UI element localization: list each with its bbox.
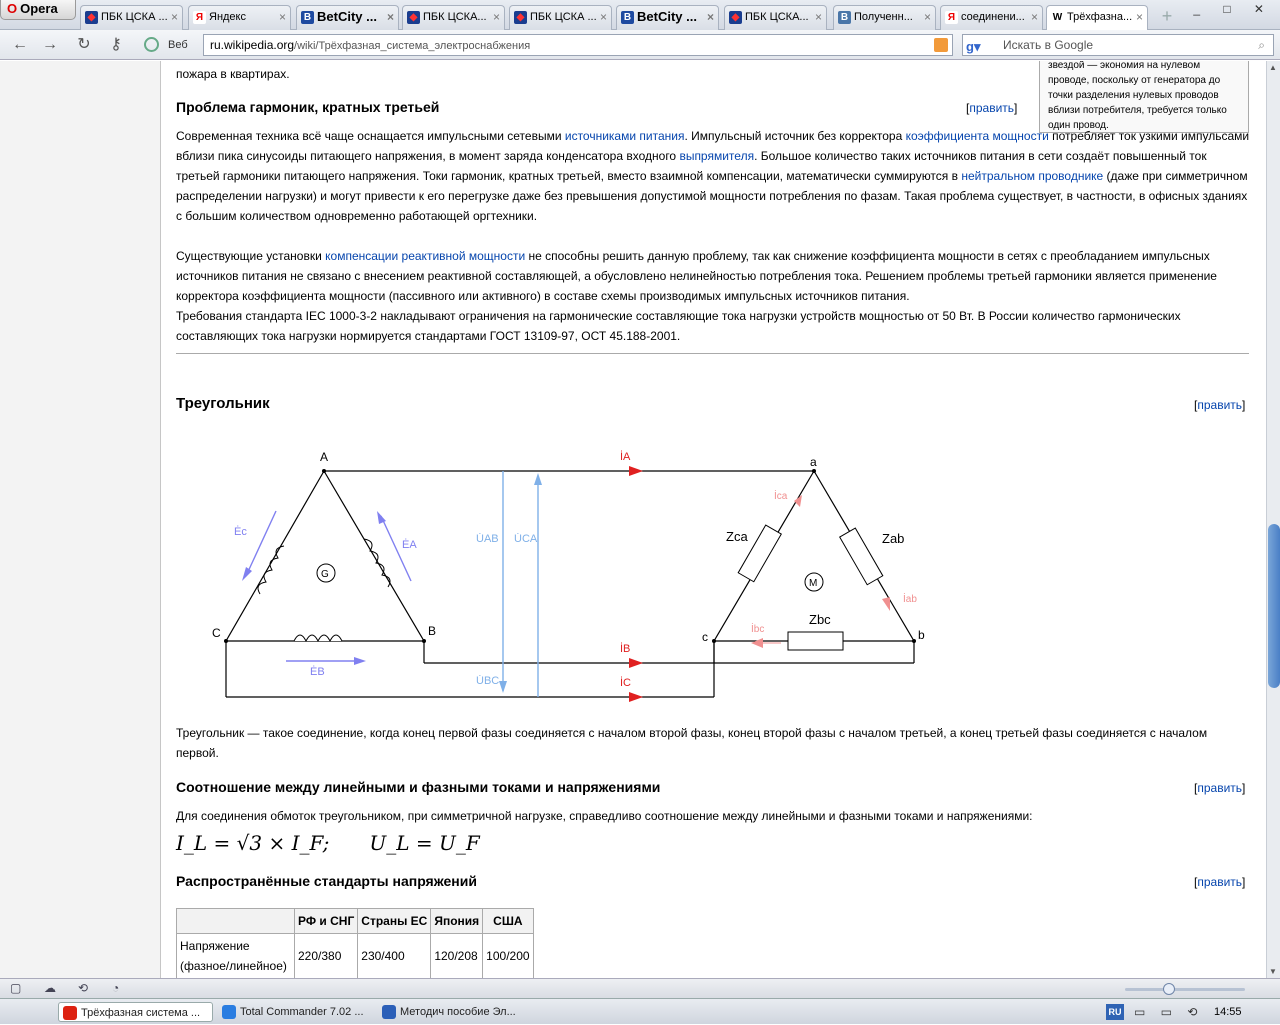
current-label-ca: İca — [774, 491, 788, 502]
node-label-B: B — [428, 624, 437, 638]
cska-icon: ◆ — [407, 11, 420, 24]
edit-link-harmonics[interactable]: [править] — [966, 101, 1018, 115]
tab-label: BetCity ... — [637, 9, 697, 24]
table-header: Страны ЕС — [358, 909, 431, 934]
tab-label: ПБК ЦСКА... — [423, 11, 487, 23]
close-tab-icon[interactable]: × — [599, 10, 607, 24]
table-header: Япония — [431, 909, 483, 934]
wiki-link[interactable]: коэффициента мощности — [905, 129, 1049, 143]
taskbar-item-label: Трёхфазная система ... — [81, 1007, 201, 1019]
text-run: потребляет ток узкими импульсами вблизи пика синусоиды питающего напряжения, в момент заряда конденсатора входного — [176, 129, 1250, 163]
section-heading-triangle: Треугольник — [176, 395, 270, 412]
new-tab-button[interactable]: + — [1161, 6, 1173, 26]
node-label-c: c — [702, 630, 708, 644]
text-run: Современная техника всё чаще оснащается импульсными сетевыми — [176, 129, 565, 143]
close-tab-icon[interactable]: × — [1135, 10, 1143, 24]
current-label-b: İB — [620, 643, 631, 655]
taskbar-item[interactable] — [218, 1002, 373, 1022]
opera-logo-icon: O — [7, 1, 18, 16]
zoom-slider-knob[interactable] — [1163, 983, 1175, 995]
coil-b — [294, 635, 342, 641]
node-label-b: b — [918, 628, 925, 642]
edit-link-standards[interactable]: [править] — [1194, 875, 1246, 889]
scroll-up-icon[interactable]: ▲ — [1269, 63, 1277, 72]
close-tab-icon[interactable]: × — [278, 10, 286, 24]
sidebar — [0, 61, 161, 978]
edit-link-triangle[interactable]: [править] — [1194, 398, 1246, 412]
resistor-zbc — [788, 632, 843, 650]
section-heading-relation: Соотношение между линейными и фазными токами и напряжениями — [176, 779, 661, 795]
table-cell: Напряжение (фазное/линейное) — [177, 934, 295, 979]
infobox-note: звездой — экономия на нулевом проводе, поскольку от генератора до точки разделения нулевых проводов вблизи потребителя, требуется только один провод. — [1039, 61, 1249, 133]
tab-6[interactable] — [616, 5, 719, 30]
generator-label: G — [321, 569, 329, 580]
section-heading-standards: Распространённые стандарты напряжений — [176, 873, 477, 889]
cska-icon: ◆ — [729, 11, 742, 24]
back-icon[interactable]: ← — [12, 36, 28, 53]
start-apple-icon[interactable] — [14, 1003, 32, 1021]
current-label-ab: İab — [903, 594, 917, 605]
web-button[interactable] — [140, 34, 200, 56]
key-icon[interactable]: ⚷ — [110, 36, 122, 53]
zab-label: Zab — [882, 531, 905, 546]
section-divider — [176, 353, 1249, 354]
text-run: не способны решить данную проблему, так как снижение коэффициента мощности в сетях с преобладанием импульсных источников питания не связано с внесением реактивной составляющей, а обусловлено нелинейностью потребления тока. Решением проблемы третьей гармоники является применение корректора коэффициента мощности (пассивного или активного) в составе схемы производимых импульсных источников питания. — [176, 249, 1217, 303]
resistor-zab — [840, 528, 883, 585]
betcity-icon: B — [301, 11, 314, 24]
tab-4[interactable] — [402, 5, 505, 30]
address-toolbar — [0, 30, 1280, 60]
scroll-thumb[interactable] — [1268, 524, 1280, 688]
edit-label[interactable]: править — [1197, 398, 1243, 412]
section-heading-harmonics: Проблема гармоник, кратных третьей — [176, 99, 440, 115]
current-label-bc: İbc — [751, 624, 765, 635]
search-field[interactable] — [962, 34, 1274, 56]
page-viewport — [0, 61, 1266, 978]
close-tab-icon[interactable]: × — [386, 10, 394, 24]
address-field[interactable] — [203, 34, 953, 56]
table-header: США — [483, 909, 533, 934]
url-host: ru.wikipedia.org — [210, 38, 295, 52]
wiki-link[interactable]: нейтральном проводнике — [961, 169, 1104, 183]
text-run: . Импульсный источник без корректора — [684, 129, 906, 143]
tab-label: Трёхфазна... — [1067, 11, 1133, 23]
text-fragment: пожара в квартирах. — [176, 67, 290, 81]
tab-9[interactable] — [940, 5, 1043, 30]
url-path: /wiki/ — [294, 40, 319, 52]
tab-label: ПБК ЦСКА ... — [101, 11, 168, 23]
rss-icon[interactable] — [934, 38, 948, 52]
table-cell: 100/200 — [483, 934, 533, 979]
wiki-link[interactable]: источниками питания — [564, 129, 685, 143]
harmonics-paragraph-3: Требования стандарта IEC 1000-3-2 накладывают ограничения на гармонические составляющие тока нагрузки устройств мощностью от 50 Вт. В России количество гармонических составляющих тока нагрузки нормируется стандартами ГОСТ 13109-97, ОСТ 45.188-2001. — [176, 309, 1181, 343]
table-header — [177, 909, 295, 934]
search-icon[interactable]: ⌕ — [1258, 38, 1265, 52]
formula-left: I_L = √3 × I_F; — [176, 831, 330, 855]
close-tab-icon[interactable]: × — [170, 10, 178, 24]
emf-label-a: ĖA — [402, 539, 417, 551]
panel-icon[interactable]: ▢ — [10, 981, 22, 995]
wiki-link[interactable]: компенсации реактивной мощности — [325, 249, 526, 263]
voltage-label-bc: U̇BC — [476, 675, 500, 687]
wiki-link[interactable]: выпрямителя — [679, 149, 755, 163]
share-icon[interactable]: ⟲ — [78, 981, 89, 995]
node-label-A: A — [320, 450, 329, 464]
cska-icon: ◆ — [85, 11, 98, 24]
web-label: Веб — [168, 39, 188, 51]
table-header: РФ и СНГ — [295, 909, 358, 934]
scroll-down-icon[interactable]: ▼ — [1269, 967, 1277, 976]
taskbar-item[interactable] — [58, 1002, 213, 1022]
cska-icon: ◆ — [514, 11, 527, 24]
edit-link-relation[interactable]: [править] — [1194, 781, 1246, 795]
close-tab-icon[interactable]: × — [492, 10, 500, 24]
window-controls[interactable]: _ □ ✕ — [1193, 2, 1274, 16]
search-placeholder: Искать в Google — [1003, 38, 1094, 52]
emf-label-b: ĖB — [310, 666, 325, 678]
tab-label: ПБК ЦСКА... — [745, 11, 809, 23]
text-run: (даже при симметричном распределении нагрузки) и могут привести к его перегрузке даже без превышения допустимой мощности потребления по фазам. Такая проблема существует, в частности, в офисных зданиях с большим количеством одновременно работающей оргтехники. — [176, 169, 1248, 223]
url-rest: Трёхфазная_система_электроснабжения — [318, 40, 531, 52]
edit-label[interactable]: править — [1197, 875, 1243, 889]
voltage-label-ca: U̇CA — [514, 533, 538, 545]
tab-label: Полученн... — [854, 11, 913, 23]
tab-2[interactable] — [188, 5, 291, 30]
tab-bar — [0, 0, 1280, 30]
delta-connection-diagram — [206, 441, 966, 711]
table-cell: 230/400 — [358, 934, 431, 979]
close-tab-icon[interactable]: × — [706, 10, 714, 24]
opera-menu-button[interactable] — [0, 0, 76, 20]
taskbar-item-label: Total Commander 7.02 ... — [240, 1006, 364, 1018]
wikipedia-icon: W — [1052, 12, 1063, 23]
formula-right: U_L = U_F — [369, 831, 480, 855]
app-icon — [382, 1005, 396, 1019]
node-label-C: C — [212, 626, 221, 640]
table-cell: 120/208 — [431, 934, 483, 979]
tab-label: соединени... — [961, 11, 1025, 23]
betcity-icon: B — [621, 11, 634, 24]
taskbar-item-label: Методич пособие Эл... — [400, 1006, 516, 1018]
app-icon — [63, 1006, 77, 1020]
zbc-label: Zbc — [809, 612, 831, 627]
voltage-label-ab: U̇AB — [476, 533, 499, 545]
coil-c — [258, 546, 284, 594]
tab-label: Яндекс — [209, 11, 246, 23]
close-tab-icon[interactable]: × — [1030, 10, 1038, 24]
tab-1[interactable] — [80, 5, 183, 30]
cloud-icon[interactable]: ☁ — [44, 981, 56, 995]
close-tab-icon[interactable]: × — [814, 10, 822, 24]
opera-menu-label: Opera — [20, 1, 58, 16]
table-row — [177, 934, 534, 979]
reload-icon[interactable]: ↻ — [77, 36, 91, 53]
tab-7[interactable] — [724, 5, 827, 30]
tab-5[interactable] — [509, 5, 612, 30]
language-indicator[interactable]: RU — [1106, 1004, 1124, 1020]
globe-icon — [144, 37, 159, 52]
harmonics-paragraph-1 — [176, 126, 1251, 226]
tab-3[interactable] — [296, 5, 399, 30]
app-icon — [222, 1005, 236, 1019]
tab-10[interactable] — [1046, 5, 1148, 31]
yandex-icon: Я — [945, 11, 958, 24]
vertical-scrollbar[interactable] — [1266, 61, 1280, 978]
tab-label: BetCity ... — [317, 9, 377, 24]
tray-icons[interactable]: ▭ ▭ ⟲ — [1134, 1005, 1204, 1019]
zca-label: Zca — [726, 529, 748, 544]
status-bar — [0, 978, 1280, 998]
text-run: . Большое количество таких источников питания в сети создаёт повышенный ток третьей гармоники питающего напряжения. Токи гармоник, кратных третьей, вместо взаимной компенсации, математически суммируются в — [176, 149, 1207, 183]
emf-label-c: Ėc — [234, 526, 247, 538]
tab-8[interactable] — [833, 5, 936, 30]
motor-label: M — [809, 578, 818, 589]
close-tab-icon[interactable]: × — [923, 10, 931, 24]
formula — [176, 831, 480, 855]
taskbar — [0, 998, 1280, 1024]
edit-label[interactable]: править — [969, 101, 1015, 115]
speed-dial-icon[interactable]: ◔ — [112, 981, 120, 995]
current-label-a: İA — [620, 451, 631, 463]
relation-text: Для соединения обмоток треугольником, при симметричной нагрузке, справедливо соотношение между линейными и фазными токами и напряжениями: — [176, 809, 1033, 823]
zoom-slider[interactable] — [1125, 988, 1245, 991]
taskbar-item[interactable] — [378, 1002, 533, 1022]
triangle-caption: Треугольник — такое соединение, когда конец первой фазы соединяется с началом второй фазы, конец второй фазы с началом третьей, а конец третьей фазы соединяется с началом первой. — [176, 726, 1208, 760]
text-run: Существующие установки — [176, 249, 326, 263]
current-label-c: İC — [620, 677, 631, 689]
tab-label: ПБК ЦСКА ... — [530, 11, 597, 23]
node-label-a: a — [810, 455, 817, 469]
yandex-icon: Я — [193, 11, 206, 24]
harmonics-paragraph-2 — [176, 246, 1251, 306]
edit-label[interactable]: править — [1197, 781, 1243, 795]
clock: 14:55 — [1214, 1006, 1242, 1018]
google-icon: g▾ — [966, 39, 981, 54]
vk-icon: B — [838, 11, 851, 24]
voltage-standards-table — [176, 908, 534, 978]
table-cell: 220/380 — [295, 934, 358, 979]
forward-icon[interactable]: → — [42, 36, 58, 53]
